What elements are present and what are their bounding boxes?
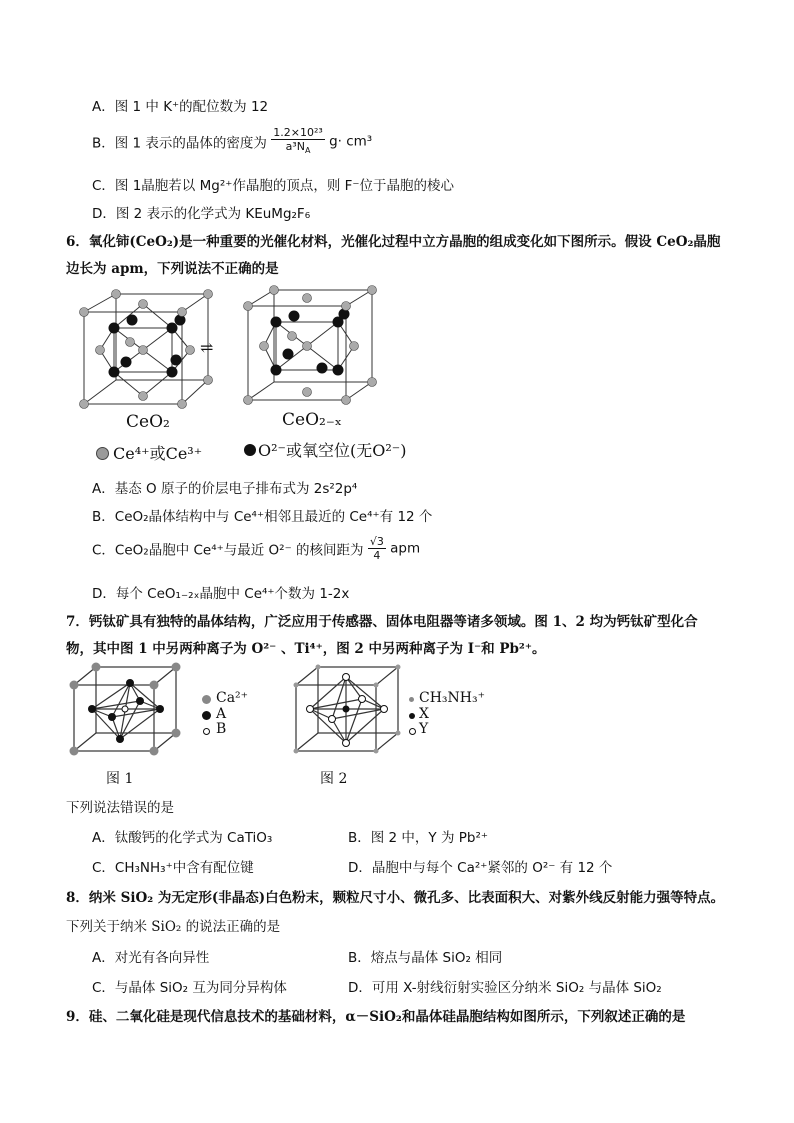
fig2-legend-x: X xyxy=(419,706,429,722)
q6-option-c-prefix: C．CeO₂晶胞中 Ce⁴⁺与最近 O²⁻ 的核间距为 xyxy=(92,542,364,559)
ce-legend-marker xyxy=(96,447,109,460)
q8-option-a: A．对光有各向异性 xyxy=(92,950,210,966)
q7-option-a: A．钛酸钙的化学式为 CaTiO₃ xyxy=(92,830,273,846)
q7-question: 下列说法错误的是 xyxy=(66,800,174,816)
density-den-sub: A xyxy=(304,146,311,156)
ceo2-x-cell-figure xyxy=(244,286,378,406)
q8-stem-line2: 下列关于纳米 SiO₂ 的说法正确的是 xyxy=(66,919,281,935)
ca-legend-marker xyxy=(202,695,211,704)
ceo2-cell-figure xyxy=(80,290,220,410)
q7-stem-line2: 物，其中图 1 中另两种离子为 O²⁻ 、Ti⁴⁺，图 2 中另两种离子为 I⁻和 Pb²⁺。 xyxy=(66,641,546,657)
q6-option-c xyxy=(92,535,420,562)
o-legend-label: O²⁻或氧空位(无O²⁻) xyxy=(258,441,407,460)
q5-option-b-prefix: B．图 1 表示的晶体的密度为 xyxy=(92,135,267,152)
ceo2-label: CeO₂ xyxy=(126,412,170,432)
q5-option-b-unit: g· cm³ xyxy=(329,133,373,150)
fig1-legend-ca: Ca²⁺ xyxy=(216,690,249,706)
perovskite-fig2 xyxy=(292,663,404,755)
b-legend-marker xyxy=(203,728,210,735)
distance-numerator: √3 xyxy=(369,535,384,548)
density-fraction xyxy=(271,126,325,157)
fig2-legend-ch3nh3: CH₃NH₃⁺ xyxy=(419,690,485,706)
q6-stem-line2: 边长为 apm，下列说法不正确的是 xyxy=(66,261,279,277)
fig1-legend-b: B xyxy=(216,721,227,737)
y-legend-marker xyxy=(409,728,416,735)
perovskite-fig1 xyxy=(70,663,182,755)
fig2-caption: 图 2 xyxy=(320,771,348,787)
q7-stem-line1: 7．钙钛矿具有独特的晶体结构，广泛应用于传感器、固体电阻器等诸多领域。图 1、2 均为钙钛矿型化合 xyxy=(66,614,698,630)
q7-option-d: D．晶胞中与每个 Ca²⁺紧邻的 O²⁻ 有 12 个 xyxy=(348,860,613,876)
o-legend-marker xyxy=(244,444,256,456)
q8-stem-line1: 8．纳米 SiO₂ 为无定形(非晶态)白色粉末，颗粒尺寸小、微孔多、比表面积大、对紫外线反射能力强等特点。 xyxy=(66,890,725,906)
q9-stem-line1: 9．硅、二氧化硅是现代信息技术的基础材料，α－SiO₂和晶体硅晶胞结构如图所示，下列叙述正确的是 xyxy=(66,1009,686,1025)
q6-option-d: D．每个 CeO₁₋₂ₓ晶胞中 Ce⁴⁺个数为 1-2x xyxy=(92,586,350,602)
q5-option-d: D．图 2 表示的化学式为 KEuMg₂F₆ xyxy=(92,206,311,222)
q6-option-b: B．CeO₂晶体结构中与 Ce⁴⁺相邻且最近的 Ce⁴⁺有 12 个 xyxy=(92,509,433,525)
ceo2-x-label: CeO₂₋ₓ xyxy=(282,410,342,430)
q7-option-c: C．CH₃NH₃⁺中含有配位键 xyxy=(92,860,254,876)
q8-option-b: B．熔点与晶体 SiO₂ 相同 xyxy=(348,950,503,966)
q6-option-c-unit: apm xyxy=(390,540,421,557)
density-den-main: a³N xyxy=(285,140,305,153)
fig1-caption: 图 1 xyxy=(106,771,134,787)
fig2-legend-y: Y xyxy=(419,721,429,737)
q6-stem-line1: 6．氧化铈(CeO₂)是一种重要的光催化材料，光催化过程中立方晶胞的组成变化如下图所示。假设 CeO₂晶胞 xyxy=(66,234,721,250)
equilibrium-arrow: ⇌ xyxy=(200,338,214,357)
q7-option-b: B．图 2 中，Y 为 Pb²⁺ xyxy=(348,830,489,846)
distance-fraction xyxy=(368,535,386,562)
q5-option-b xyxy=(92,126,372,160)
x-legend-marker xyxy=(409,713,415,719)
q6-option-a: A．基态 O 原子的价层电子排布式为 2s²2p⁴ xyxy=(92,481,358,497)
density-numerator: 1.2×10²³ xyxy=(273,126,323,139)
q5-option-a: A．图 1 中 K⁺的配位数为 12 xyxy=(92,99,269,115)
ce-legend-label: Ce⁴⁺或Ce³⁺ xyxy=(113,444,203,463)
q8-option-d: D．可用 X-射线衍射实验区分纳米 SiO₂ 与晶体 SiO₂ xyxy=(348,980,662,996)
a-legend-marker xyxy=(202,711,211,720)
fig1-legend-a: A xyxy=(216,706,227,722)
q8-option-c: C．与晶体 SiO₂ 互为同分异构体 xyxy=(92,980,287,996)
distance-denominator: 4 xyxy=(373,549,381,562)
density-denominator xyxy=(271,140,325,157)
ch3nh3-legend-marker xyxy=(409,697,414,702)
q5-option-c: C．图 1晶胞若以 Mg²⁺作晶胞的顶点，则 F⁻位于晶胞的棱心 xyxy=(92,178,455,194)
